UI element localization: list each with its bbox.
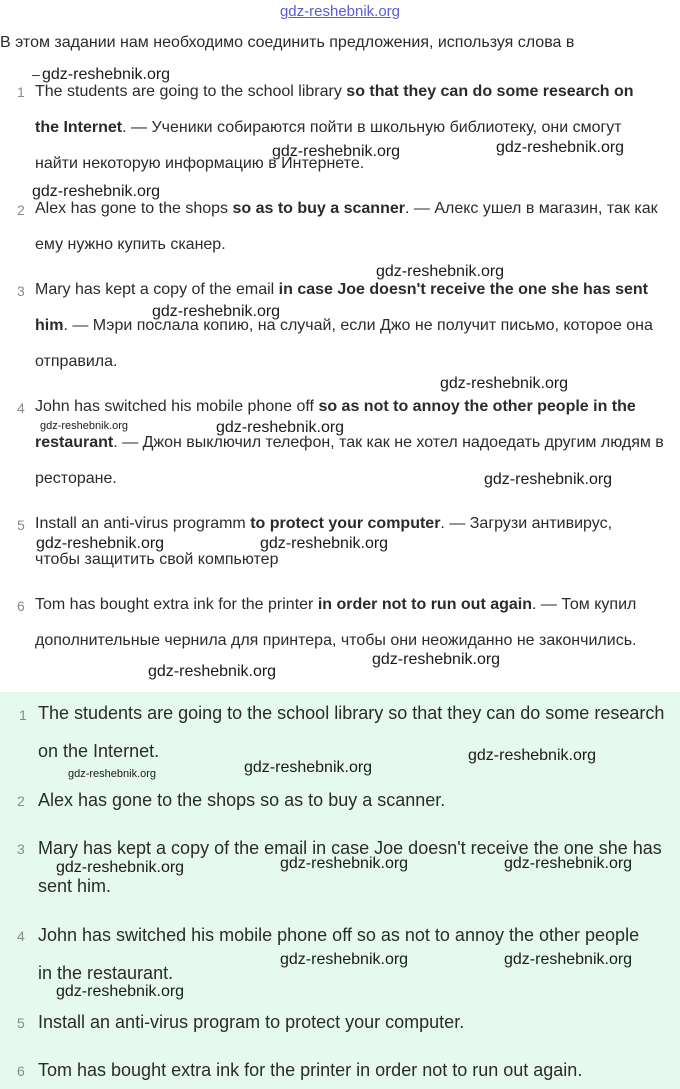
watermark: gdz-reshebnik.org (280, 855, 409, 872)
watermark: gdz-reshebnik.org (280, 951, 409, 968)
watermark: gdz-reshebnik.org (40, 420, 129, 432)
watermark: gdz-reshebnik.org (372, 651, 501, 668)
item-number: 4 (17, 400, 25, 416)
watermark: gdz-reshebnik.org (42, 66, 171, 83)
answer-item: Tom has bought extra ink for the printer in order not to run out again. (38, 1060, 583, 1080)
watermark: gdz-reshebnik.org (504, 855, 633, 872)
watermark: gdz-reshebnik.org (56, 859, 185, 876)
watermark: gdz-reshebnik.org (504, 951, 633, 968)
watermark: gdz-reshebnik.org (152, 303, 281, 320)
watermark: gdz-reshebnik.org (32, 183, 161, 200)
item-number: 2 (17, 202, 25, 218)
watermark: gdz-reshebnik.org (484, 471, 613, 488)
watermark: gdz-reshebnik.org (272, 143, 401, 160)
item-number: 6 (17, 598, 25, 614)
watermark: gdz-reshebnik.org (244, 759, 373, 776)
list-item: Install an anti-virus programm to protect your computer. — Загрузи антивирус, чтобы защитить свой компьютер (35, 515, 613, 568)
answer-item: Install an anti-virus program to protect your computer. (38, 1012, 465, 1032)
answer-item: Mary has kept a copy of the email in case Joe doesn't receive the one she has sent him. (38, 838, 662, 896)
site-link[interactable]: gdz-reshebnik.org (279, 3, 401, 20)
intro-text: В этом задании нам необходимо соединить предложения, используя слова в (0, 34, 575, 51)
watermark: gdz-reshebnik.org (36, 535, 165, 552)
list-item: The students are going to the school library so that they can do some research on the Internet. — Ученики собираются пойти в школьную библиотеку, они смогут найти некоторую информацию в Интернете. (35, 83, 634, 172)
item-number: 5 (17, 517, 25, 533)
list-item: Tom has bought extra ink for the printer in order not to run out again. — Том купил дополнительные чернила для принтера, чтобы они неожиданно не закончились. (35, 596, 637, 649)
list-item: Mary has kept a copy of the email in case Joe doesn't receive the one she has sent him. — Мэри послала копию, на случай, если Джо не получит письмо, которое она отправила. (35, 281, 653, 370)
answer-number: 5 (17, 1015, 25, 1031)
watermark: gdz-reshebnik.org (468, 747, 597, 764)
watermark: gdz-reshebnik.org (56, 983, 185, 1000)
list-item: John has switched his mobile phone off so as not to annoy the other people in the restaurant. — Джон выключил телефон, так как не хотел надоедать другим людям в ресторане. (35, 398, 664, 487)
item-number: 3 (17, 283, 25, 299)
watermark: gdz-reshebnik.org (260, 535, 389, 552)
intro-dash: – (32, 66, 40, 82)
answer-number: 2 (17, 793, 25, 809)
answer-number: 6 (17, 1063, 25, 1079)
list-item: Alex has gone to the shops so as to buy a scanner. — Алекс ушел в магазин, так как ему нужно купить сканер. (35, 200, 658, 253)
watermark: gdz-reshebnik.org (68, 768, 157, 780)
watermark: gdz-reshebnik.org (440, 375, 569, 392)
answer-item: Alex has gone to the shops so as to buy a scanner. (38, 790, 446, 810)
watermark: gdz-reshebnik.org (496, 139, 625, 156)
watermark: gdz-reshebnik.org (148, 663, 277, 680)
item-number: 1 (17, 84, 25, 100)
watermark: gdz-reshebnik.org (216, 419, 345, 436)
answer-item: The students are going to the school library so that they can do some research on the Internet. (38, 703, 665, 761)
answer-number: 3 (17, 841, 25, 857)
watermark: gdz-reshebnik.org (376, 263, 505, 280)
answer-number: 1 (19, 707, 27, 723)
answer-number: 4 (17, 928, 25, 944)
answer-item: John has switched his mobile phone off so as not to annoy the other people in the restaurant. (38, 925, 640, 983)
